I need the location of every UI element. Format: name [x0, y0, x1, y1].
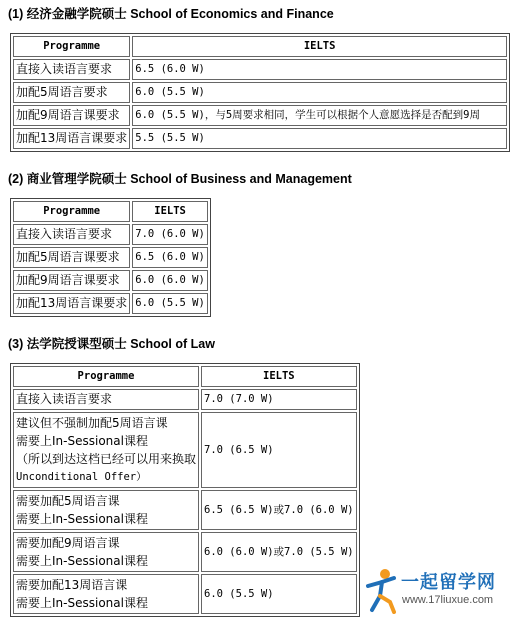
- table-row: [13, 224, 208, 245]
- programme-line: Unconditional Offer）: [16, 471, 147, 483]
- ielts-cell: 5.5 (5.5 W): [132, 128, 507, 149]
- section1-table: [10, 33, 510, 152]
- programme-cell: 加配13周语言课要求: [13, 128, 130, 149]
- ielts-cell: 6.5 (6.0 W): [132, 59, 507, 80]
- programme-cell: 加配9周语言课要求: [13, 105, 130, 126]
- ielts-cell: 6.0 (5.5 W): [201, 574, 357, 614]
- programme-cell: 加配9周语言课要求: [13, 270, 130, 291]
- programme-cell: 直接入读语言要求: [13, 389, 199, 410]
- site-logo: [364, 566, 514, 616]
- programme-cell: [13, 412, 199, 488]
- table-row: [13, 574, 357, 614]
- table-header-row: [13, 201, 208, 222]
- logo-url: www.17liuxue.com: [402, 594, 494, 606]
- ielts-cell: 6.0 (6.0 W)或7.0 (5.5 W): [201, 532, 357, 572]
- programme-line: 需要加配5周语言课: [16, 494, 120, 508]
- programme-line: 需要上In-Sessional课程: [16, 596, 148, 610]
- ielts-cell: 6.0 (5.5 W): [132, 293, 208, 314]
- programme-cell: 直接入读语言要求: [13, 224, 130, 245]
- programme-line: 需要加配13周语言课: [16, 578, 128, 592]
- table-header-row: [13, 366, 357, 387]
- ielts-header: IELTS: [201, 366, 357, 387]
- table-row: [13, 105, 507, 126]
- section3-table: [10, 363, 360, 617]
- programme-line: 需要上In-Sessional课程: [16, 434, 148, 448]
- table-row: [13, 389, 357, 410]
- ielts-cell: 6.0 (6.0 W): [132, 270, 208, 291]
- programme-cell: 直接入读语言要求: [13, 59, 130, 80]
- programme-cell: 加配5周语言要求: [13, 82, 130, 103]
- table-row: [13, 490, 357, 530]
- table-row: [13, 412, 357, 488]
- programme-line: 需要加配9周语言课: [16, 536, 120, 550]
- ielts-header: IELTS: [132, 201, 208, 222]
- section2-heading: (2) 商业管理学院硕士 School of Business and Management: [8, 172, 352, 186]
- programme-header: Programme: [13, 366, 199, 387]
- table-row: [13, 270, 208, 291]
- ielts-cell: 6.5 (6.5 W)或7.0 (6.0 W): [201, 490, 357, 530]
- table-header-row: [13, 36, 507, 57]
- programme-header: Programme: [13, 201, 130, 222]
- ielts-cell: 7.0 (6.5 W): [201, 412, 357, 488]
- programme-header: Programme: [13, 36, 130, 57]
- logo-name: 一起留学网: [401, 572, 496, 593]
- programme-line: （所以到达这档已经可以用来换取: [16, 452, 197, 466]
- programme-cell: 加配13周语言课要求: [13, 293, 130, 314]
- ielts-cell: 7.0 (6.0 W): [132, 224, 208, 245]
- ielts-header: IELTS: [132, 36, 507, 57]
- programme-cell: [13, 574, 199, 614]
- section3-heading: (3) 法学院授课型硕士 School of Law: [8, 337, 215, 351]
- programme-line: 需要上In-Sessional课程: [16, 554, 148, 568]
- table-row: [13, 247, 208, 268]
- section1-heading: (1) 经济金融学院硕士 School of Economics and Finance: [8, 7, 334, 21]
- table-row: [13, 293, 208, 314]
- ielts-cell: 6.0 (5.5 W): [132, 82, 507, 103]
- programme-line: 建议但不强制加配5周语言课: [16, 416, 168, 430]
- table-row: [13, 532, 357, 572]
- section2-table: [10, 198, 211, 317]
- programme-line: 需要上In-Sessional课程: [16, 512, 148, 526]
- programme-cell: [13, 490, 199, 530]
- table-row: [13, 128, 507, 149]
- ielts-cell: 6.0 (5.5 W)，与5周要求相同，学生可以根据个人意愿选择是否配到9周: [132, 105, 507, 126]
- programme-cell: 加配5周语言课要求: [13, 247, 130, 268]
- table-row: [13, 82, 507, 103]
- programme-cell: [13, 532, 199, 572]
- runner-icon: [364, 568, 400, 614]
- ielts-cell: 6.5 (6.0 W): [132, 247, 208, 268]
- ielts-cell: 7.0 (7.0 W): [201, 389, 357, 410]
- table-row: [13, 59, 507, 80]
